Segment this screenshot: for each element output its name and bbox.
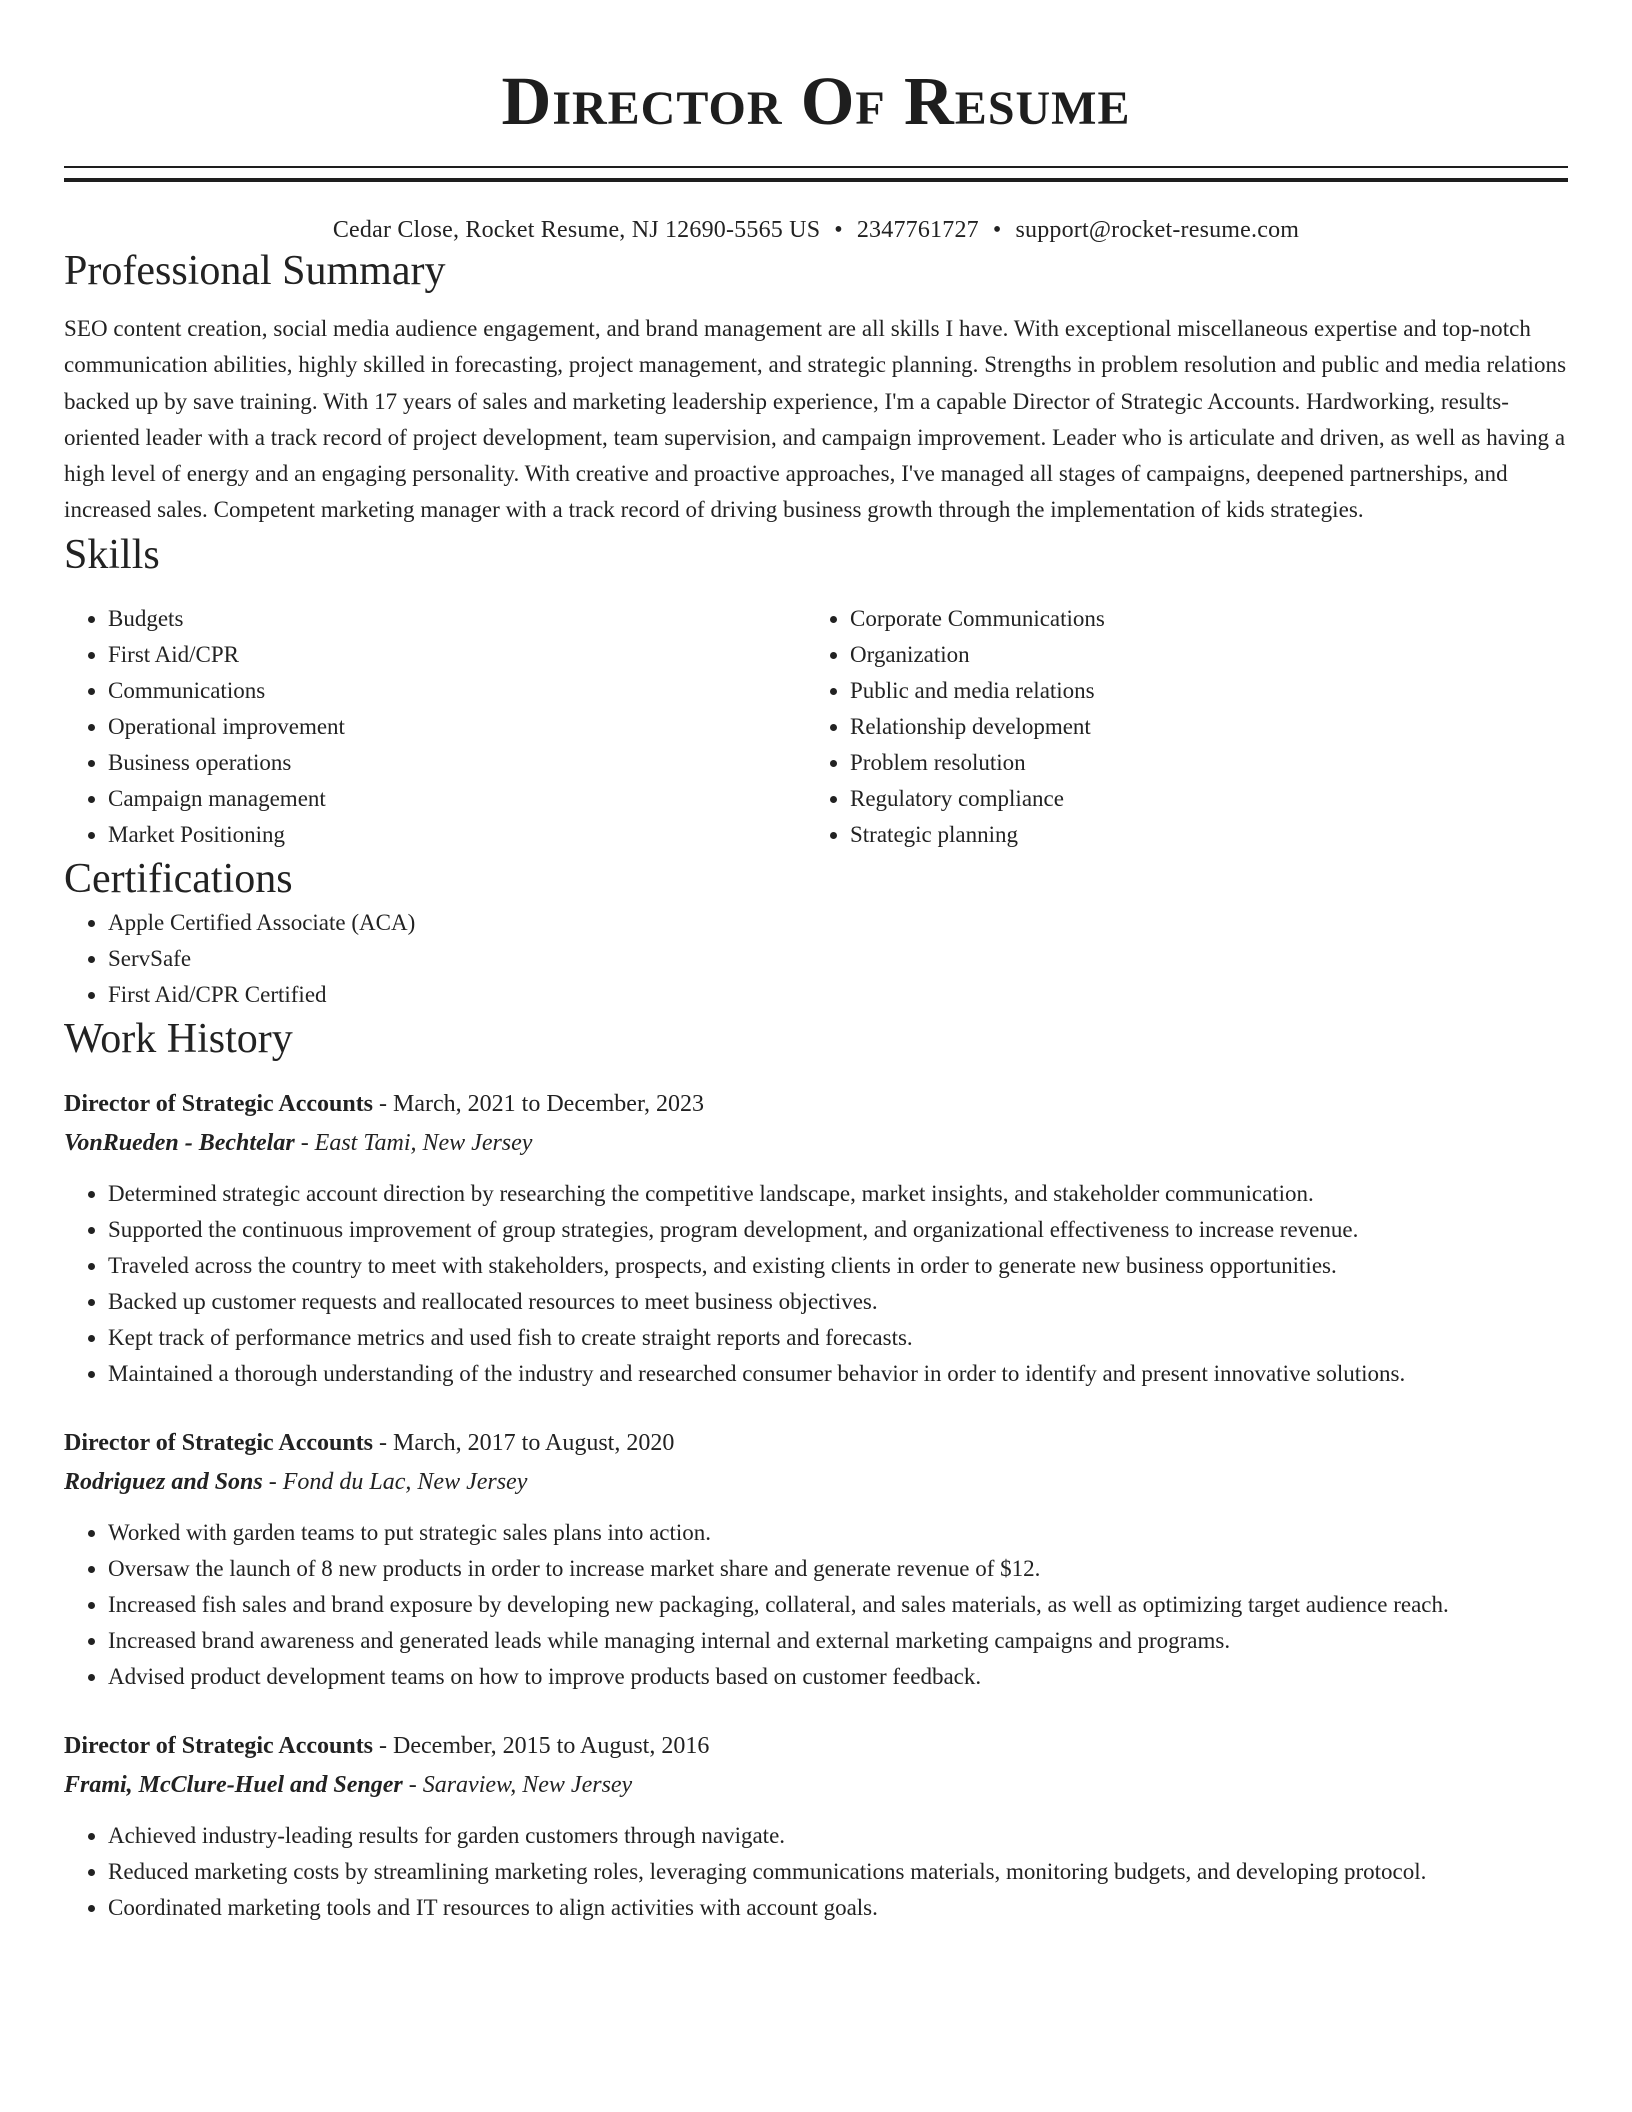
skill-item: • Operational improvement [108, 709, 806, 745]
job-title: Director of Strategic Accounts [64, 1732, 374, 1759]
header-divider [64, 166, 1568, 182]
company-location: - East Tami, New Jersey [294, 1129, 533, 1156]
resume-page [64, 0, 1568, 1926]
skill-item: • First Aid/CPR [108, 637, 806, 673]
skills-list-left [64, 601, 806, 853]
job-bullet: • Kept track of performance metrics and used fish to create straight reports and forecasts. [108, 1320, 1568, 1356]
skills-column-right [806, 601, 1548, 853]
job-entry [64, 1085, 1568, 1392]
job-title-line [64, 1424, 1568, 1463]
job-bullet: • Coordinated marketing tools and IT resources to align activities with account goals. [108, 1890, 1568, 1926]
skill-item: • Relationship development [850, 709, 1548, 745]
job-dates: - December, 2015 to August, 2016 [373, 1732, 710, 1759]
skill-item: • Communications [108, 673, 806, 709]
certifications-heading: Certifications [64, 855, 293, 902]
company-location: - Fond du Lac, New Jersey [262, 1468, 528, 1495]
company-line [64, 1766, 1568, 1805]
job-entry [64, 1424, 1568, 1695]
contact-address: Cedar Close, Rocket Resume, NJ 12690-5565 US [332, 217, 821, 243]
job-bullets [64, 1515, 1568, 1695]
certification-item: • Apple Certified Associate (ACA) [108, 905, 1568, 941]
certification-item: • ServSafe [108, 941, 1568, 977]
contact-email: support@rocket-resume.com [1015, 217, 1300, 243]
job-title: Director of Strategic Accounts [64, 1090, 374, 1117]
resume-name: Director Of Resume [501, 63, 1131, 139]
job-title: Director of Strategic Accounts [64, 1429, 374, 1456]
company-name: Frami, McClure-Huel and Senger [64, 1771, 403, 1798]
certification-item: • First Aid/CPR Certified [108, 977, 1568, 1013]
skill-item: • Corporate Communications [850, 601, 1548, 637]
skills-heading: Skills [64, 531, 160, 578]
contact-separator: • [834, 217, 843, 243]
job-bullet: • Reduced marketing costs by streamlining marketing roles, leveraging communications materials, monitoring budgets, and developing protocol. [108, 1854, 1568, 1890]
skills-list-right [806, 601, 1548, 853]
certifications-list [64, 905, 1568, 1013]
summary-paragraph: SEO content creation, social media audience engagement, and brand management are all skills I have. With exceptional miscellaneous expertise and top-notch communication abilities, highly skilled in forecasting, project management, and strategic planning. Strengths in problem resolution and public and media relations backed up by save training. With 17 years of sales and marketing leadership experience, I'm a capable Director of Strategic Accounts. Hardworking, results-oriented leader with a track record of project development, team supervision, and campaign improvement. Leader who is articulate and driven, as well as having a high level of energy and an engaging personality. With creative and proactive approaches, I've managed all stages of campaigns, deepened partnerships, and increased sales. Competent marketing manager with a track record of driving business growth through the implementation of kids strategies. [64, 316, 1567, 523]
job-bullets [64, 1818, 1568, 1926]
job-bullet: • Determined strategic account direction by researching the competitive landscape, market insights, and stakeholder communication. [108, 1176, 1568, 1212]
job-bullet: • Increased brand awareness and generated leads while managing internal and external marketing campaigns and programs. [108, 1623, 1568, 1659]
job-bullet: • Advised product development teams on how to improve products based on customer feedback. [108, 1659, 1568, 1695]
skill-item: • Budgets [108, 601, 806, 637]
job-bullet: • Worked with garden teams to put strategic sales plans into action. [108, 1515, 1568, 1551]
company-line [64, 1463, 1568, 1502]
summary-heading: Professional Summary [64, 248, 446, 294]
contact-line [64, 215, 1568, 245]
contact-phone: 2347761727 [856, 217, 979, 243]
skill-item: • Business operations [108, 745, 806, 781]
skill-item: • Regulatory compliance [850, 781, 1548, 817]
contact-separator: • [992, 217, 1002, 243]
skill-item: • Public and media relations [850, 673, 1548, 709]
job-bullet: • Maintained a thorough understanding of the industry and researched consumer behavior in order to identify and present innovative solutions. [108, 1356, 1568, 1392]
skills-grid [64, 601, 1568, 853]
skill-item: • Organization [850, 637, 1548, 673]
skill-item: • Campaign management [108, 781, 806, 817]
company-location: - Saraview, New Jersey [402, 1771, 633, 1798]
skill-item: • Market Positioning [108, 817, 806, 853]
job-bullet: • Increased fish sales and brand exposure by developing new packaging, collateral, and sales materials, as well as optimizing target audience reach. [108, 1587, 1568, 1623]
job-title-line [64, 1085, 1568, 1124]
work-history-heading: Work History [64, 1015, 293, 1062]
job-bullet: • Traveled across the country to meet with stakeholders, prospects, and existing clients in order to generate new business opportunities. [108, 1248, 1568, 1284]
skills-column-left [64, 601, 806, 853]
job-entry [64, 1727, 1568, 1926]
job-bullet: • Backed up customer requests and reallocated resources to meet business objectives. [108, 1284, 1568, 1320]
job-dates: - March, 2017 to August, 2020 [373, 1429, 675, 1456]
job-bullets [64, 1176, 1568, 1392]
skill-item: • Problem resolution [850, 745, 1548, 781]
job-dates: - March, 2021 to December, 2023 [373, 1090, 704, 1117]
company-line [64, 1124, 1568, 1163]
skill-item: • Strategic planning [850, 817, 1548, 853]
company-name: VonRueden - Bechtelar [64, 1129, 295, 1156]
company-name: Rodriguez and Sons [64, 1468, 263, 1495]
job-bullet: • Supported the continuous improvement of group strategies, program development, and organizational effectiveness to increase revenue. [108, 1212, 1568, 1248]
job-bullet: • Oversaw the launch of 8 new products in order to increase market share and generate revenue of $12. [108, 1551, 1568, 1587]
job-bullet: • Achieved industry-leading results for garden customers through navigate. [108, 1818, 1568, 1854]
job-title-line [64, 1727, 1568, 1766]
